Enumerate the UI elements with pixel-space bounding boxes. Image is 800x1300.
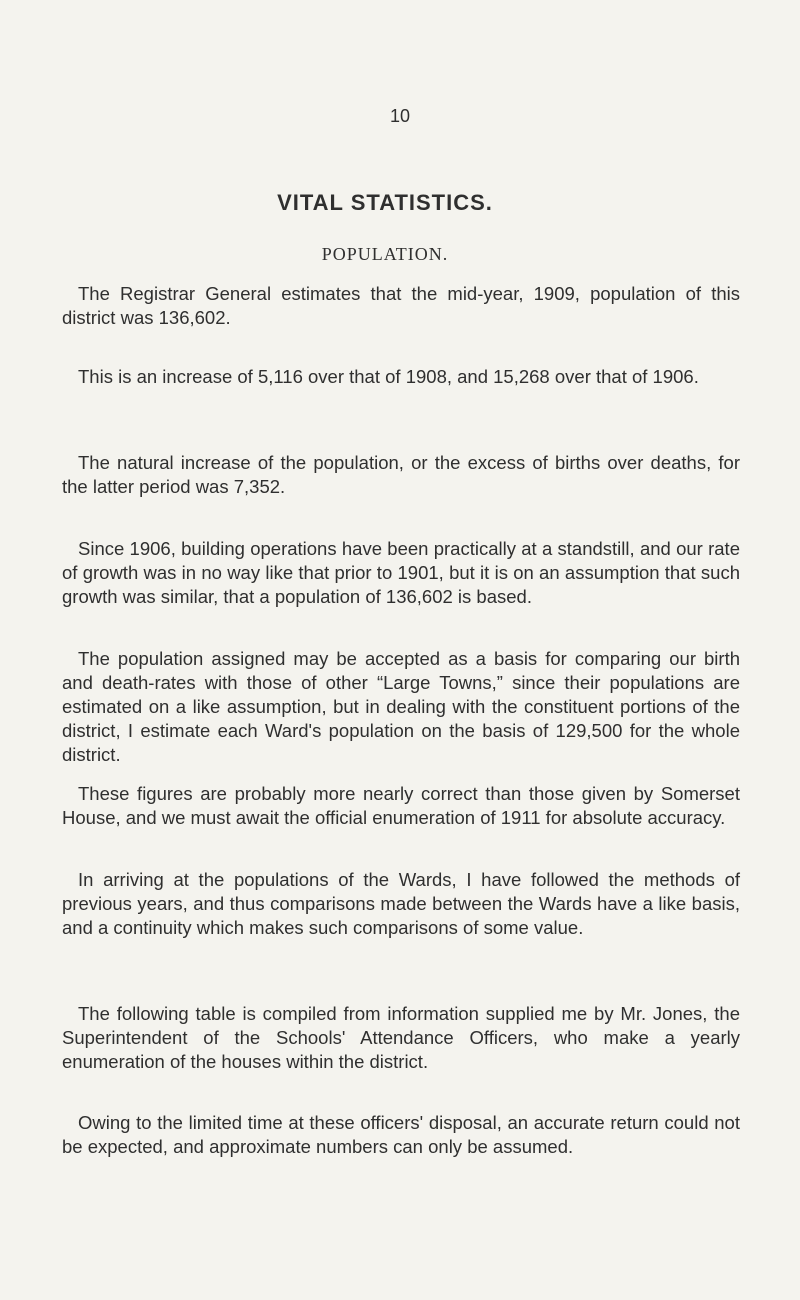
page-number: 10 [389,106,411,126]
paragraph-limited-time: Owing to the limited time at these officers' disposal, an accurate return could not be expected, and approximate numbers can only be assumed. [62,1112,740,1157]
paragraph-population-assigned: The population assigned may be accepted as a basis for comparing our birth and death-rates with those of other “Large Towns,” since their populations are estimated on a like assumption, but in dealing with the constituent portions of the district, I estimate each Ward's population on the basis of 129,500 for the whole district. [62,648,740,765]
paragraph-figures-accuracy: These figures are probably more nearly correct than those given by Somerset House, and we must await the official enumeration of 1911 for absolute accuracy. [62,783,740,828]
paragraph-ward-methods: In arriving at the populations of the Wards, I have followed the methods of previous years, and thus comparisons made between the Wards have a like basis, and a continuity which makes such comparisons of some value. [62,869,740,938]
paragraph-natural-increase: The natural increase of the population, or the excess of births over deaths, for the latter period was 7,352. [62,452,740,497]
paragraph-registrar-estimate: The Registrar General estimates that the mid-year, 1909, population of this district was 136,602. [62,283,740,328]
paragraph-building-operations: Since 1906, building operations have been practically at a standstill, and our rate of growth was in no way like that prior to 1901, but it is on an assumption that such growth was similar, that a population of 136,602 is based. [62,538,740,607]
paragraph-increase: This is an increase of 5,116 over that of 1908, and 15,268 over that of 1906. [78,366,699,387]
section-title: VITAL STATISTICS. [277,190,493,215]
section-subtitle: POPULATION. [321,244,449,264]
paragraph-table-source: The following table is compiled from information supplied me by Mr. Jones, the Superintendent of the Schools' Attendance Officers, who make a yearly enumeration of the houses within the district. [62,1003,740,1072]
